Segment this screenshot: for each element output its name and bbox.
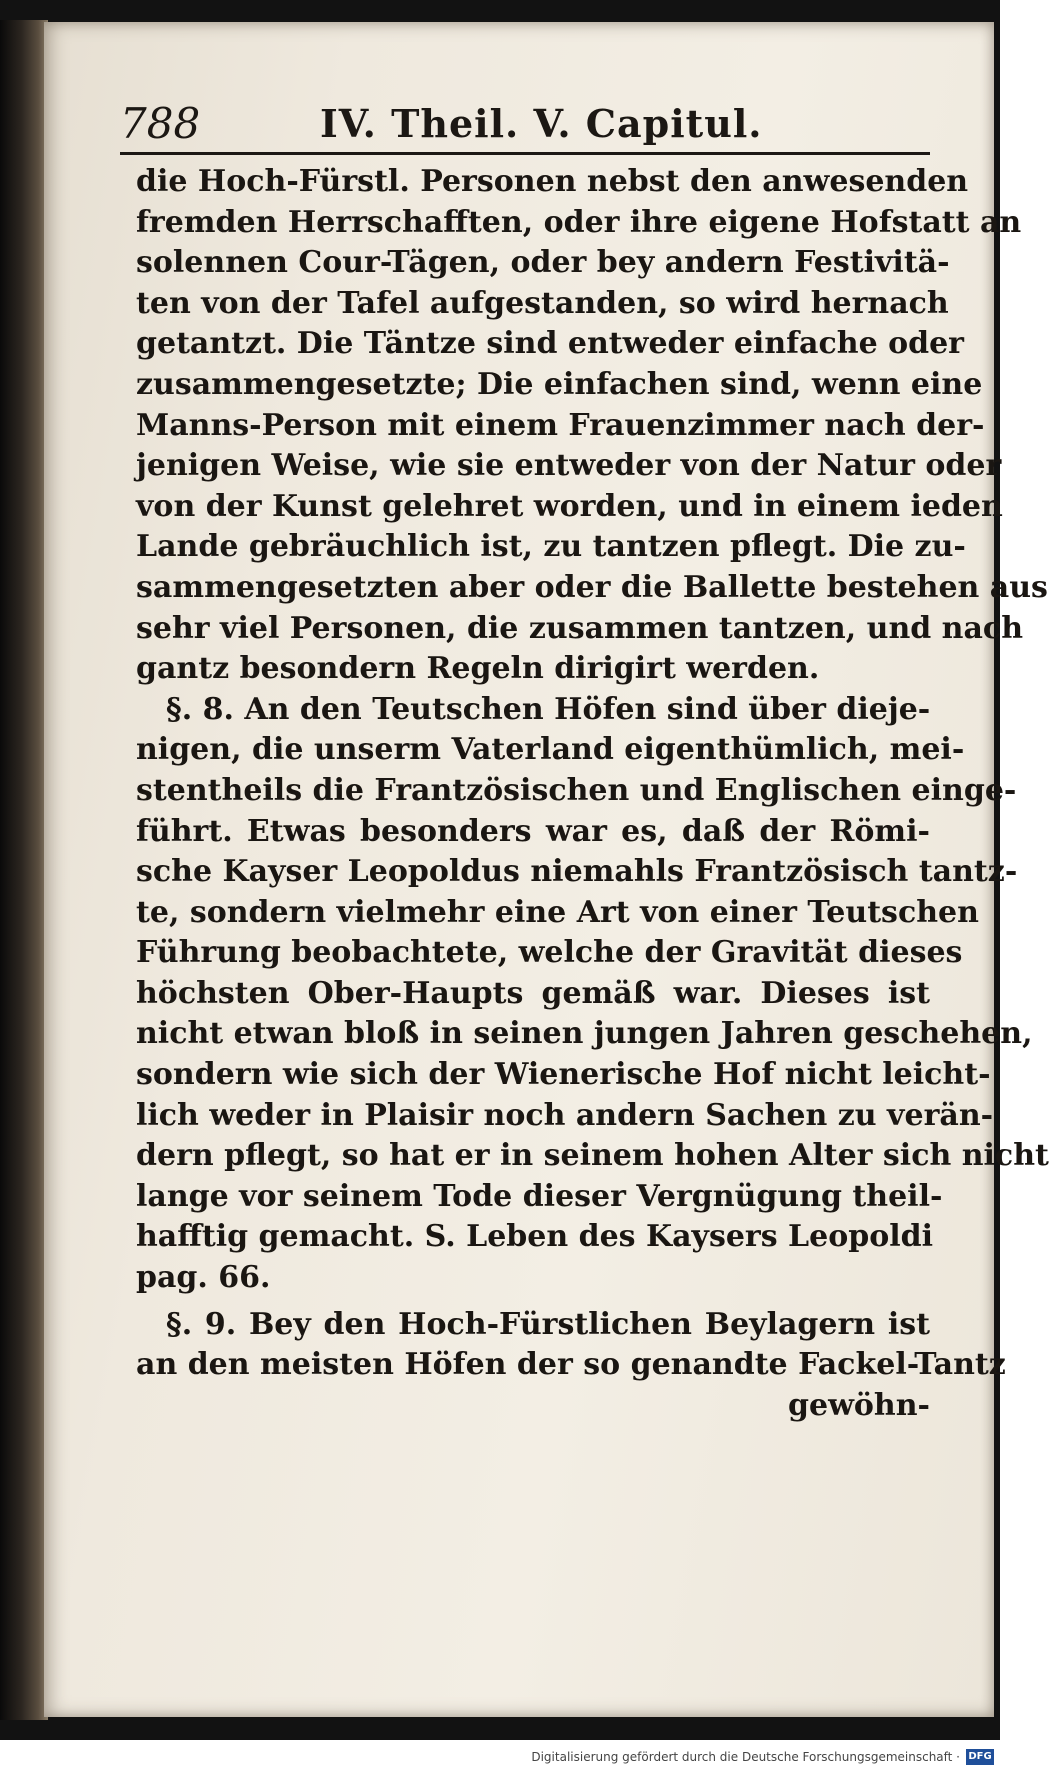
text-line: Lande gebräuchlich ist, zu tantzen pflegt. Die zu- <box>136 529 966 565</box>
text-line: lange vor seinem Tode dieser Vergnügung theil- <box>136 1178 943 1214</box>
text-line: sondern wie sich der Wienerische Hof nicht leicht- <box>136 1057 991 1093</box>
paragraph-2 <box>136 690 1049 1299</box>
text-line: §. 9. Bey den Hoch-Fürstlichen Beylagern ist <box>166 1306 930 1342</box>
text-line: sammengesetzten aber oder die Ballette bestehen aus <box>136 569 1048 605</box>
book-spine <box>0 20 48 1720</box>
text-line: an den meisten Höfen der so genandte Fackel-Tantz <box>136 1347 1006 1383</box>
text-line: hafftig gemacht. S. Leben des Kaysers Leopoldi <box>136 1219 934 1255</box>
text-line: sche Kayser Leopoldus niemahls Frantzösisch tantz- <box>136 854 1018 890</box>
page-number: 788 <box>120 99 201 148</box>
text-line: stentheils die Frantzösischen und Englischen einge- <box>136 772 1017 808</box>
text-line: nigen, die unserm Vaterland eigenthümlich, mei- <box>136 732 965 768</box>
dfg-logo: DFG <box>966 1749 994 1765</box>
running-head <box>120 96 930 155</box>
text-line: pag. 66. <box>136 1260 271 1296</box>
text-line: sehr viel Personen, die zusammen tantzen, und nach <box>136 610 1024 646</box>
text-line: höchsten Ober-Haupts gemäß war. Dieses ist <box>136 975 930 1011</box>
funding-credit: Digitalisierung gefördert durch die Deutsche Forschungsgemeinschaft · <box>531 1750 960 1764</box>
chapter-heading: IV. Theil. V. Capitul. <box>320 101 763 146</box>
catchword: gewöhn- <box>788 1387 930 1423</box>
text-line: solennen Cour-Tägen, oder bey andern Festivitä- <box>136 245 950 281</box>
text-line: getantzt. Die Täntze sind entweder einfache oder <box>136 326 964 362</box>
text-line: §. 8. An den Teutschen Höfen sind über dieje- <box>166 691 931 727</box>
text-line: te, sondern vielmehr eine Art von einer Teutschen <box>136 894 979 930</box>
text-line: ten von der Tafel aufgestanden, so wird hernach <box>136 285 949 321</box>
text-line: von der Kunst gelehret worden, und in einem ieden <box>136 488 1003 524</box>
text-line: jenigen Weise, wie sie entweder von der Natur oder <box>136 448 1002 484</box>
footer-bar <box>0 1740 1000 1777</box>
text-line: lich weder in Plaisir noch andern Sachen zu verän- <box>136 1097 994 1133</box>
text-line: fremden Herrschafften, oder ihre eigene Hofstatt an <box>136 204 1022 240</box>
text-line: Führung beobachtete, welche der Gravität dieses <box>136 935 963 971</box>
paragraph-1 <box>136 162 1048 690</box>
text-line: Manns-Person mit einem Frauenzimmer nach der- <box>136 407 985 443</box>
text-line: führt. Etwas besonders war es, daß der Römi- <box>136 813 930 849</box>
text-line: zusammengesetzte; Die einfachen sind, wenn eine <box>136 366 983 402</box>
text-line: dern pflegt, so hat er in seinem hohen Alter sich nicht <box>136 1138 1049 1174</box>
text-line: gantz besondern Regeln dirigirt werden. <box>136 651 820 687</box>
text-line: die Hoch-Fürstl. Personen nebst den anwesenden <box>136 164 969 199</box>
body-text <box>136 162 1049 1426</box>
paragraph-3 <box>136 1305 1006 1386</box>
text-line: nicht etwan bloß in seinen jungen Jahren geschehen, <box>136 1016 1033 1052</box>
